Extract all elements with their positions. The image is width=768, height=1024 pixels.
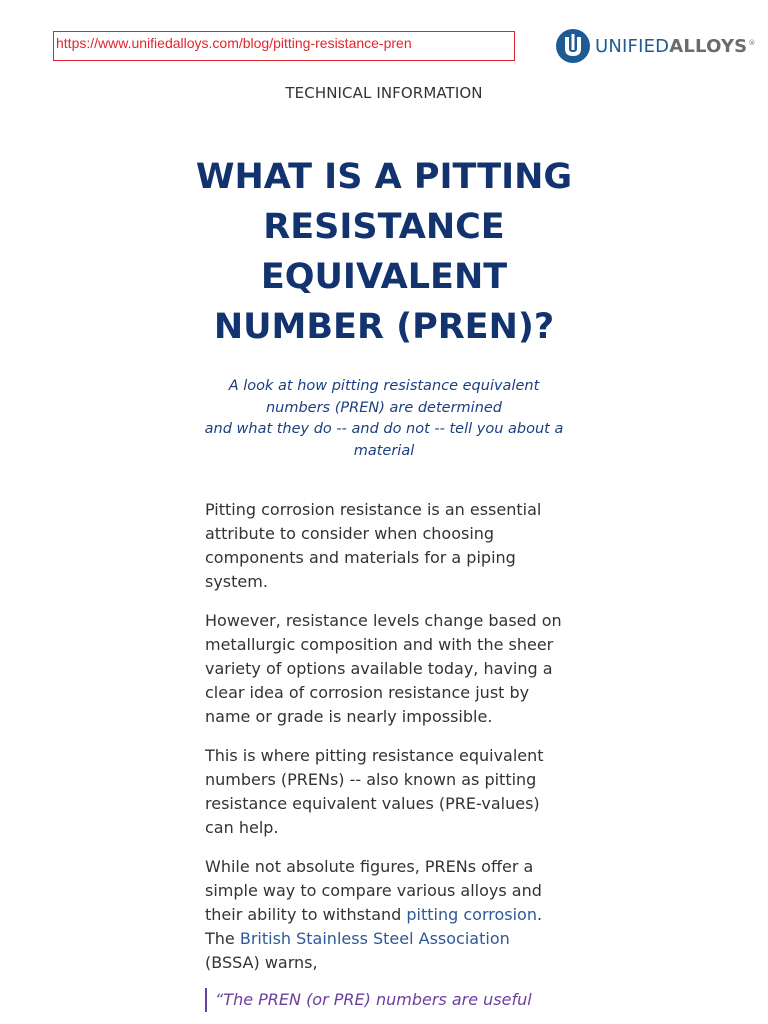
paragraph-4-text-3: (BSSA) warns, xyxy=(205,953,318,972)
page-title: WHAT IS A PITTING RESISTANCE EQUIVALENT NUMBER (PREN)? xyxy=(195,157,573,347)
paragraph-3: This is where pitting resistance equivalent numbers (PRENs) -- also known as pitting resistance equivalent values (PRE-values) can help. xyxy=(205,746,544,837)
paragraph-1: Pitting corrosion resistance is an essential attribute to consider when choosing components and materials for a piping system. xyxy=(205,500,542,591)
logo-wordmark xyxy=(595,36,756,57)
logo-word-unified: UNIFIED xyxy=(595,35,670,57)
bssa-link[interactable]: British Stainless Steel Association xyxy=(239,929,510,948)
logo-mark-icon xyxy=(555,28,591,64)
subtitle-line-2: and what they do -- and do not -- tell you about a material xyxy=(204,421,564,459)
paragraph-4 xyxy=(205,855,565,975)
paragraph-2: However, resistance levels change based on metallurgic composition and with the sheer variety of options available today, having a clear idea of corrosion resistance just by name or grade is nearly impossible. xyxy=(205,611,562,726)
pitting-corrosion-link[interactable]: pitting corrosion xyxy=(406,905,537,924)
unified-alloys-logo[interactable] xyxy=(555,28,756,64)
article-subtitle xyxy=(204,376,564,462)
logo-word-alloys: ALLOYS xyxy=(669,35,748,57)
pull-quote-text: “The PREN (or PRE) numbers are useful xyxy=(215,990,532,1009)
pull-quote xyxy=(205,988,575,1012)
section-eyebrow: TECHNICAL INFORMATION xyxy=(285,84,483,102)
article-body xyxy=(205,498,565,990)
logo-registered-mark: ® xyxy=(748,38,756,47)
paragraph-4-text-2: . The xyxy=(205,905,543,948)
source-url-box[interactable] xyxy=(53,31,515,61)
source-url-link[interactable]: https://www.unifiedalloys.com/blog/pitting-resistance-pren xyxy=(56,35,412,51)
paragraph-4-text-1: While not absolute figures, PRENs offer a simple way to compare various alloys and their ability to withstand xyxy=(205,857,542,924)
subtitle-line-1: A look at how pitting resistance equivalent numbers (PREN) are determined xyxy=(228,378,540,416)
